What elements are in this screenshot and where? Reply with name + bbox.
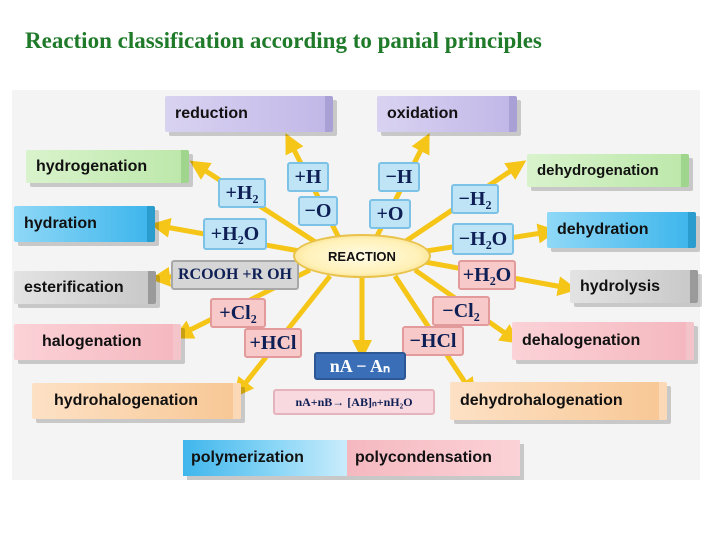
formula-plus-o: +O	[369, 199, 411, 229]
formula-minus-hcl: −HCl	[402, 326, 464, 356]
dehydrohalogenation-box: dehydrohalogenation	[450, 382, 667, 420]
formula-minus-o: −O	[298, 196, 338, 226]
hydrolysis-box: hydrolysis	[570, 270, 698, 303]
reaction-center: REACTION	[293, 234, 431, 278]
formula-polycondensation: nA+nB→ [AB]ₙ+nH₂O	[273, 389, 435, 415]
esterification-box: esterification	[14, 271, 156, 304]
dehydrogenation-box: dehydrogenation	[527, 154, 689, 187]
oxidation-box: oxidation	[377, 96, 517, 132]
dehalogenation-box: dehalogenation	[512, 322, 694, 360]
formula-plus-cl2: +Cl₂	[210, 298, 266, 328]
formula-minus-h2o: −H₂O	[452, 223, 514, 255]
reduction-box: reduction	[165, 96, 333, 132]
halogenation-box: halogenation	[14, 324, 181, 360]
polycondensation-box: polycondensation	[347, 440, 520, 476]
formula-ester: RCOOH +R OH	[171, 260, 299, 290]
page-title: Reaction classification according to panial principles	[25, 28, 542, 53]
formula-minus-cl2: −Cl₂	[432, 296, 490, 326]
formula-plus-h: +H	[287, 162, 329, 192]
formula-minus-h: −H	[378, 162, 420, 192]
formula-plus-h2o: +H₂O	[203, 218, 267, 250]
polymerization-box: polymerization	[183, 440, 347, 476]
hydration-box: hydration	[14, 206, 155, 242]
hydrogenation-box: hydrogenation	[26, 150, 189, 183]
formula-plus-hcl: +HCl	[244, 328, 302, 358]
dehydration-box: dehydration	[547, 212, 696, 248]
formula-polymer: nA − Aₙ	[314, 352, 406, 380]
hydrohalogenation-box: hydrohalogenation	[32, 383, 241, 419]
formula-plus-h2o-right: +H₂O	[458, 260, 516, 290]
formula-plus-h2: +H₂	[218, 178, 266, 208]
formula-minus-h2: −H₂	[451, 184, 499, 214]
